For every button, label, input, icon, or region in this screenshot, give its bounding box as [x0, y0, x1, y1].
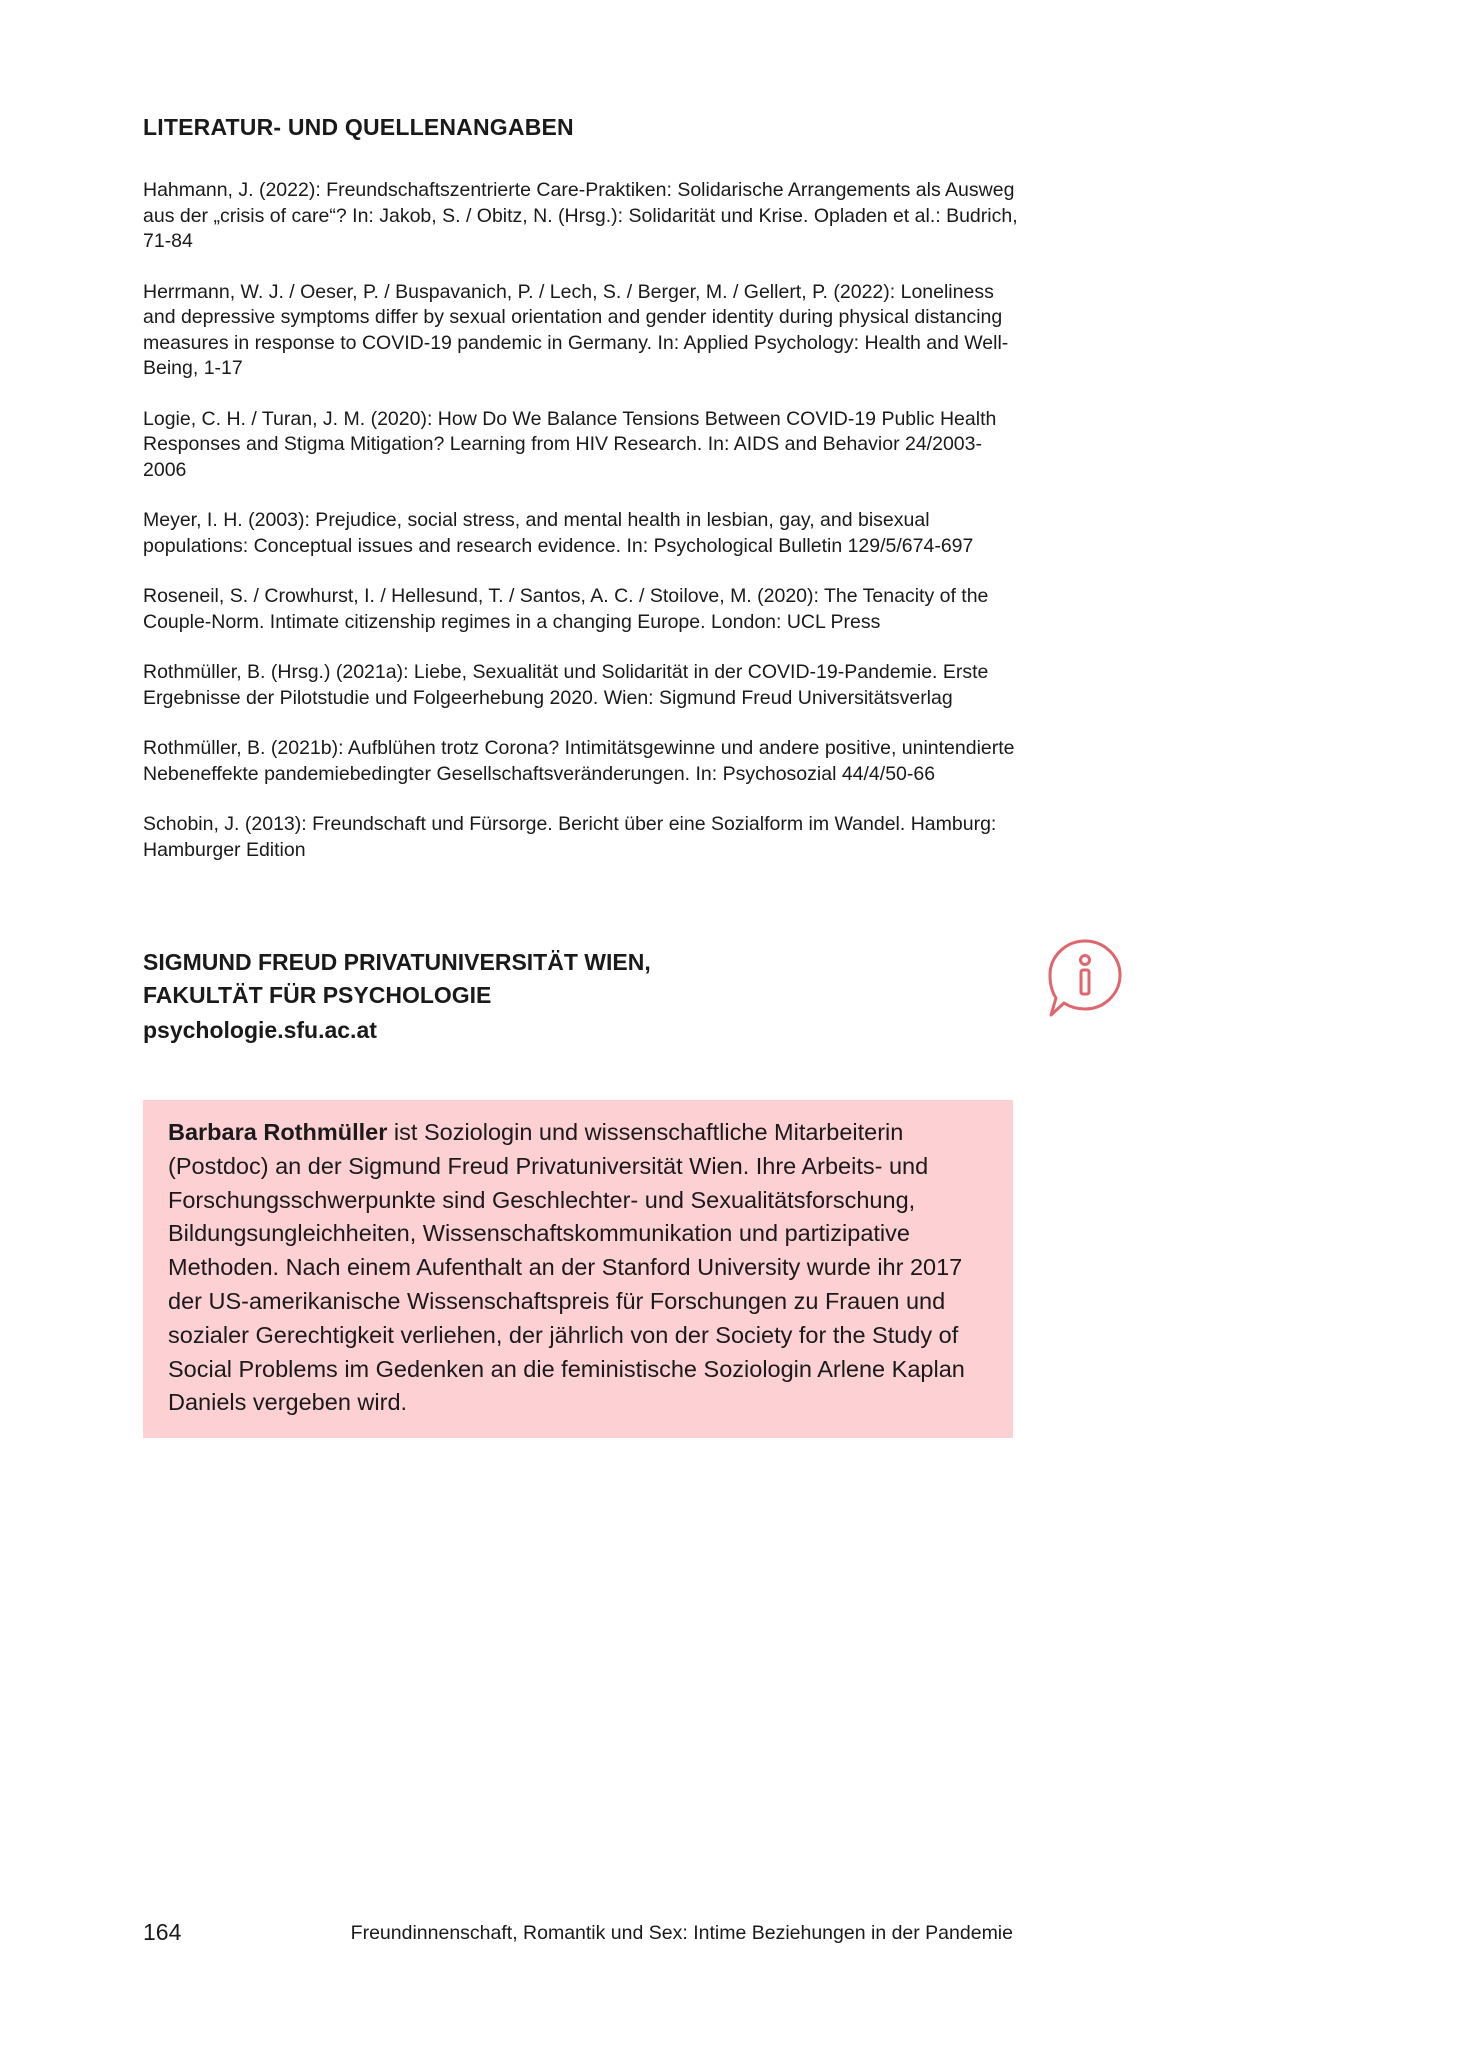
reference-list: [143, 178, 1023, 888]
reference-item: Rothmüller, B. (Hrsg.) (2021a): Liebe, Sexualität und Solidarität in der COVID-19-Pandemie. Erste Ergebnisse der Pilotstudie und Folgeerhebung 2020. Wien: Sigmund Freud Universitätsverlag: [143, 661, 989, 709]
reference-item: Herrmann, W. J. / Oeser, P. / Buspavanich, P. / Lech, S. / Berger, M. / Gellert, P. (2022): Loneliness and depressive symptoms differ by sexual orientation and gender identity during physical distancing measures in response to COVID-19 pandemic in Germany. In: Applied Psychology: Health and Well-Being, 1-17: [143, 280, 1009, 379]
running-title: Freundinnenschaft, Romantik und Sex: Intime Beziehungen in der Pandemie: [350, 1922, 1013, 1944]
institution-url-link[interactable]: psychologie.sfu.ac.at: [143, 1017, 377, 1043]
reference-item: Logie, C. H. / Turan, J. M. (2020): How Do We Balance Tensions Between COVID-19 Public Health Responses and Stigma Mitigation? Learning from HIV Research. In: AIDS and Behavior 24/2003-2006: [143, 407, 997, 481]
reference-item: Rothmüller, B. (2021b): Aufblühen trotz Corona? Intimitätsgewinne und andere positive, unintendierte Nebeneffekte pandemiebedingter Gesellschaftsveränderungen. In: Psychosozial 44/4/50-66: [143, 737, 1015, 785]
reference-item: Meyer, I. H. (2003): Prejudice, social stress, and mental health in lesbian, gay, and bisexual populations: Conceptual issues and research evidence. In: Psychological Bulletin 129/5/674-697: [143, 509, 974, 557]
author-bio-text: [168, 1116, 987, 1420]
reference-item: Hahmann, J. (2022): Freundschaftszentrierte Care-Praktiken: Solidarische Arrangements als Ausweg aus der „crisis of care“? In: Jakob, S. / Obitz, N. (Hrsg.): Solidarität und Krise. Opladen et al.: Budrich, 71-84: [143, 179, 1018, 252]
page-number: 164: [143, 1919, 182, 1945]
info-speech-bubble-icon: [1046, 938, 1124, 1018]
reference-item: Schobin, J. (2013): Freundschaft und Fürsorge. Bericht über eine Sozialform im Wandel. Hamburg: Hamburger Edition: [143, 813, 997, 861]
reference-item: Roseneil, S. / Crowhurst, I. / Hellesund, T. / Santos, A. C. / Stoilove, M. (2020): The Tenacity of the Couple-Norm. Intimate citizenship regimes in a changing Europe. London: UCL Press: [143, 585, 989, 633]
references-heading: LITERATUR- UND QUELLENANGABEN: [143, 114, 574, 140]
institution-name-line2: FAKULTÄT FÜR PSYCHOLOGIE: [143, 982, 492, 1008]
author-bio-box: [143, 1100, 1013, 1438]
institution-block: [143, 946, 943, 1047]
institution-name-line1: SIGMUND FREUD PRIVATUNIVERSITÄT WIEN,: [143, 949, 651, 975]
author-bio-body: ist Soziologin und wissenschaftliche Mitarbeiterin (Postdoc) an der Sigmund Freud Privatuniversität Wien. Ihre Arbeits- und Forschungsschwerpunkte sind Geschlechter- und Sexualitätsforschung, Bildungsungleichheiten, Wissenschaftskommunikation und partizipative Methoden. Nach einem Aufenthalt an der Stanford University wurde ihr 2017 der US-amerikanische Wissenschaftspreis für Forschungen zu Frauen und sozialer Gerechtigkeit verliehen, der jährlich von der Society for the Study of Social Problems im Gedenken an die feministische Soziologin Arlene Kaplan Daniels vergeben wird.: [168, 1119, 965, 1416]
author-name: Barbara Rothmüller: [168, 1119, 388, 1145]
